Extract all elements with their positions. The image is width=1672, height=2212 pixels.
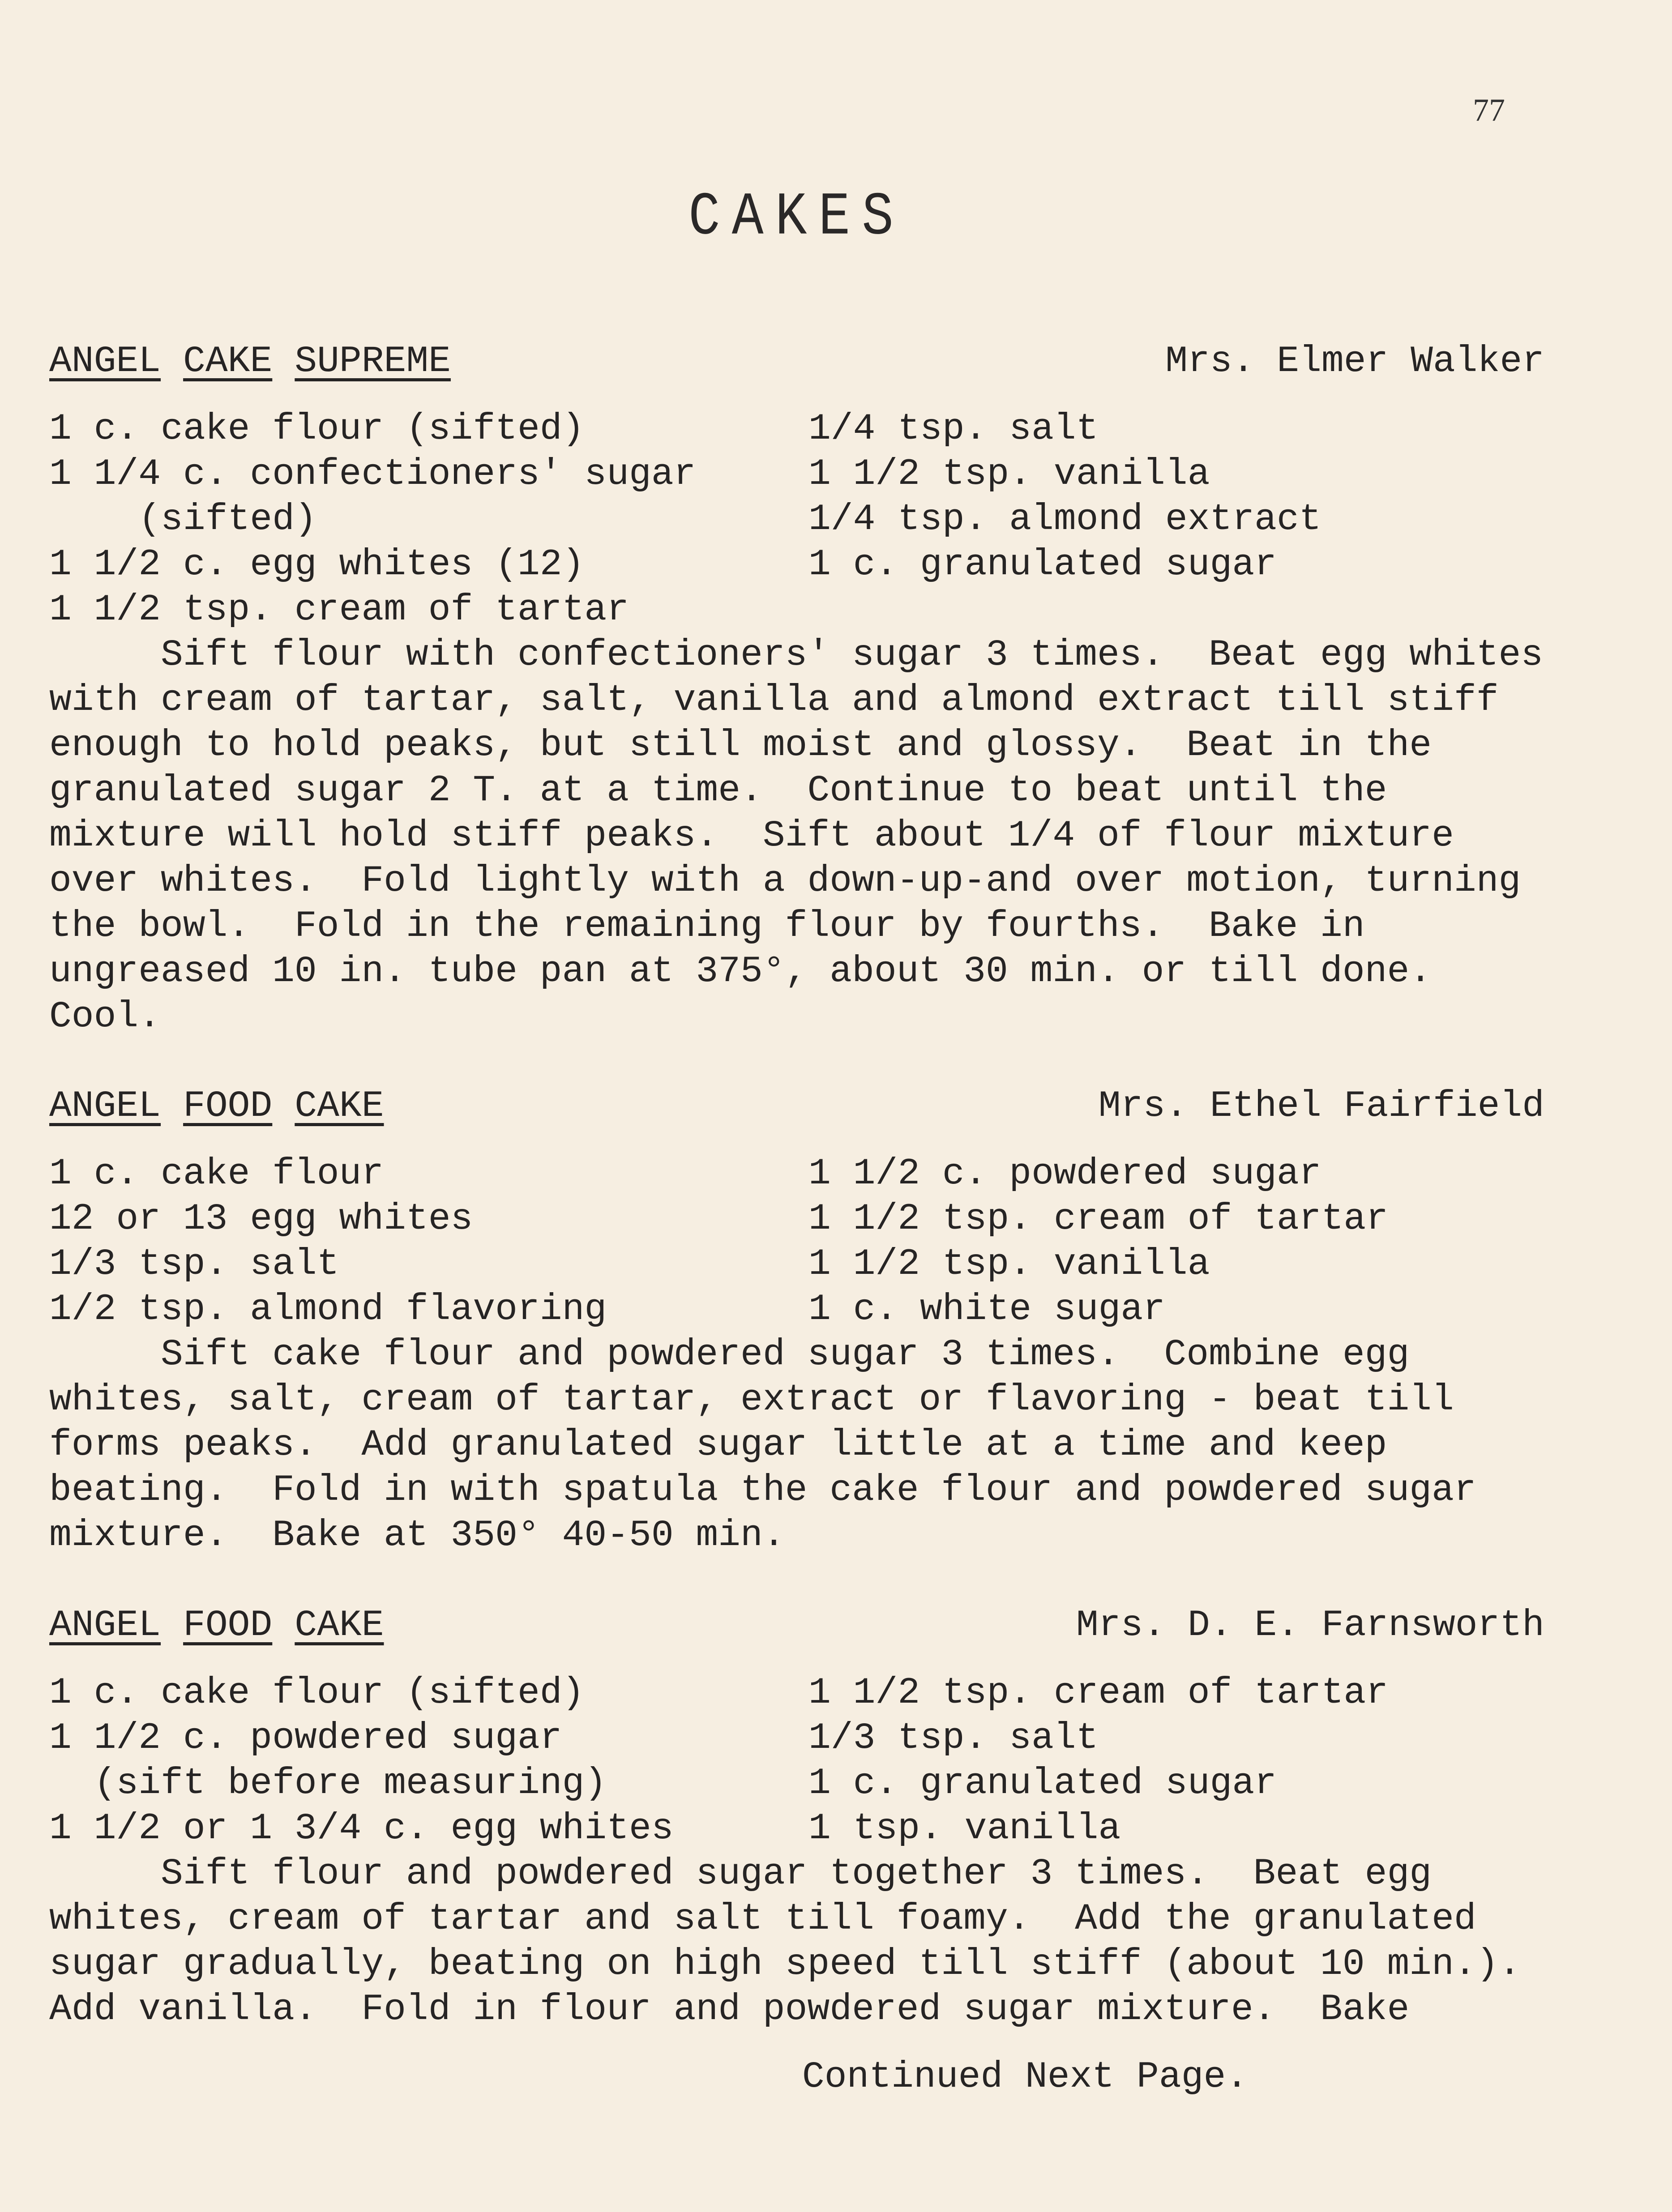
directions-line: whites, salt, cream of tartar, extract or flavoring - beat till: [49, 1379, 1454, 1421]
directions-line: mixture. Bake at 350° 40-50 min.: [49, 1514, 785, 1556]
ingredient: 1 1/2 c. powdered sugar: [49, 1717, 562, 1759]
ingredient: 1 1/2 tsp. vanilla: [808, 453, 1210, 495]
recipe-title-word: ANGEL: [49, 1085, 161, 1127]
ingredient-row: [49, 1806, 1544, 1851]
recipe-title-word: FOOD: [183, 1604, 273, 1646]
directions-line: with cream of tartar, salt, vanilla and almond extract till stiff: [49, 679, 1499, 721]
ingredient: 1 c. cake flour (sifted): [49, 408, 585, 450]
directions-line: granulated sugar 2 T. at a time. Continue to beat until the: [49, 769, 1387, 811]
recipe-title-word: ANGEL: [49, 340, 161, 382]
ingredient: 1 1/2 c. egg whites (12): [49, 543, 585, 585]
ingredient-row: [49, 452, 1544, 497]
ingredient: 1/2 tsp. almond flavoring: [49, 1288, 607, 1330]
recipe-author: Mrs. D. E. Farnsworth: [1076, 1604, 1544, 1646]
recipe-title-word: FOOD: [183, 1085, 273, 1127]
directions-line: forms peaks. Add granulated sugar little at a time and keep: [49, 1424, 1387, 1466]
ingredient-row: [49, 1287, 1544, 1332]
directions-line: Sift flour and powdered sugar together 3 times. Beat egg: [49, 1853, 1432, 1895]
ingredient-row: [49, 497, 1544, 542]
recipe-angel-food-cake-fairfield: [49, 1084, 1544, 1558]
ingredient-row: [49, 1242, 1544, 1287]
directions-line: sugar gradually, beating on high speed till stiff (about 10 min.).: [49, 1943, 1521, 1985]
directions-line: enough to hold peaks, but still moist and glossy. Beat in the: [49, 724, 1432, 766]
directions-line: Add vanilla. Fold in flour and powdered sugar mixture. Bake: [49, 1988, 1410, 2030]
ingredient: 1/3 tsp. salt: [808, 1717, 1099, 1759]
directions-line: mixture will hold stiff peaks. Sift about 1/4 of flour mixture: [49, 815, 1454, 857]
ingredient: 1 1/2 c. powdered sugar: [808, 1153, 1321, 1195]
ingredient: 1 1/4 c. confectioners' sugar: [49, 453, 696, 495]
ingredient: 1 1/2 tsp. cream of tartar: [49, 589, 629, 631]
ingredient: 1 1/2 or 1 3/4 c. egg whites: [49, 1807, 674, 1849]
ingredient-row: [49, 406, 1544, 452]
directions-line: whites, cream of tartar and salt till foamy. Add the granulated: [49, 1898, 1476, 1940]
recipe-title-word: CAKE: [183, 340, 273, 382]
directions-line: Cool.: [49, 995, 161, 1038]
ingredient-row: [49, 1670, 1544, 1716]
page-title: CAKES: [688, 184, 906, 252]
ingredient-row: [49, 1716, 1544, 1761]
recipe-title-word: CAKE: [295, 1604, 384, 1646]
continued-note: Continued Next Page.: [802, 2056, 1249, 2098]
directions-line: over whites. Fold lightly with a down-up-and over motion, turning: [49, 860, 1521, 902]
ingredient: 1/4 tsp. salt: [808, 408, 1099, 450]
ingredient: (sift before measuring): [49, 1762, 607, 1804]
recipe-title-word: SUPREME: [295, 340, 451, 382]
recipe-angel-cake-supreme: [49, 339, 1544, 1039]
ingredient: 1 tsp. vanilla: [808, 1807, 1121, 1849]
directions-line: the bowl. Fold in the remaining flour by fourths. Bake in: [49, 905, 1365, 947]
ingredient: 1 c. white sugar: [808, 1288, 1165, 1330]
ingredient: 1 c. granulated sugar: [808, 1762, 1277, 1804]
ingredient-row: [49, 1151, 1544, 1196]
ingredient: 1 c. granulated sugar: [808, 543, 1277, 585]
ingredient: 1 1/2 tsp. vanilla: [808, 1243, 1210, 1285]
directions-line: Sift flour with confectioners' sugar 3 times. Beat egg whites: [49, 634, 1544, 676]
ingredient: 1/4 tsp. almond extract: [808, 498, 1321, 540]
ingredient: 12 or 13 egg whites: [49, 1198, 473, 1240]
recipe-title-word: ANGEL: [49, 1604, 161, 1646]
ingredient: 1/3 tsp. salt: [49, 1243, 339, 1285]
ingredient-row: [49, 1761, 1544, 1806]
recipe-angel-food-cake-farnsworth: [49, 1603, 1544, 2032]
ingredient: 1 c. cake flour: [49, 1153, 384, 1195]
recipe-author: Mrs. Ethel Fairfield: [1098, 1085, 1544, 1127]
recipe-header: [49, 1603, 1544, 1648]
directions-line: Sift cake flour and powdered sugar 3 times. Combine egg: [49, 1333, 1410, 1375]
ingredient-row: [49, 542, 1544, 587]
ingredient: 1 1/2 tsp. cream of tartar: [808, 1198, 1389, 1240]
ingredient: 1 c. cake flour (sifted): [49, 1672, 585, 1714]
recipe-header: [49, 339, 1544, 384]
ingredient: 1 1/2 tsp. cream of tartar: [808, 1672, 1389, 1714]
directions-line: beating. Fold in with spatula the cake flour and powdered sugar: [49, 1469, 1476, 1511]
recipe-header: [49, 1084, 1544, 1129]
ingredient: (sifted): [49, 498, 317, 540]
directions-line: ungreased 10 in. tube pan at 375°, about 30 min. or till done.: [49, 950, 1432, 992]
ingredient-row: [49, 1196, 1544, 1242]
ingredient-row: [49, 587, 1544, 632]
page-number: 77: [1473, 92, 1505, 128]
recipe-title-word: CAKE: [295, 1085, 384, 1127]
recipe-author: Mrs. Elmer Walker: [1165, 340, 1544, 382]
